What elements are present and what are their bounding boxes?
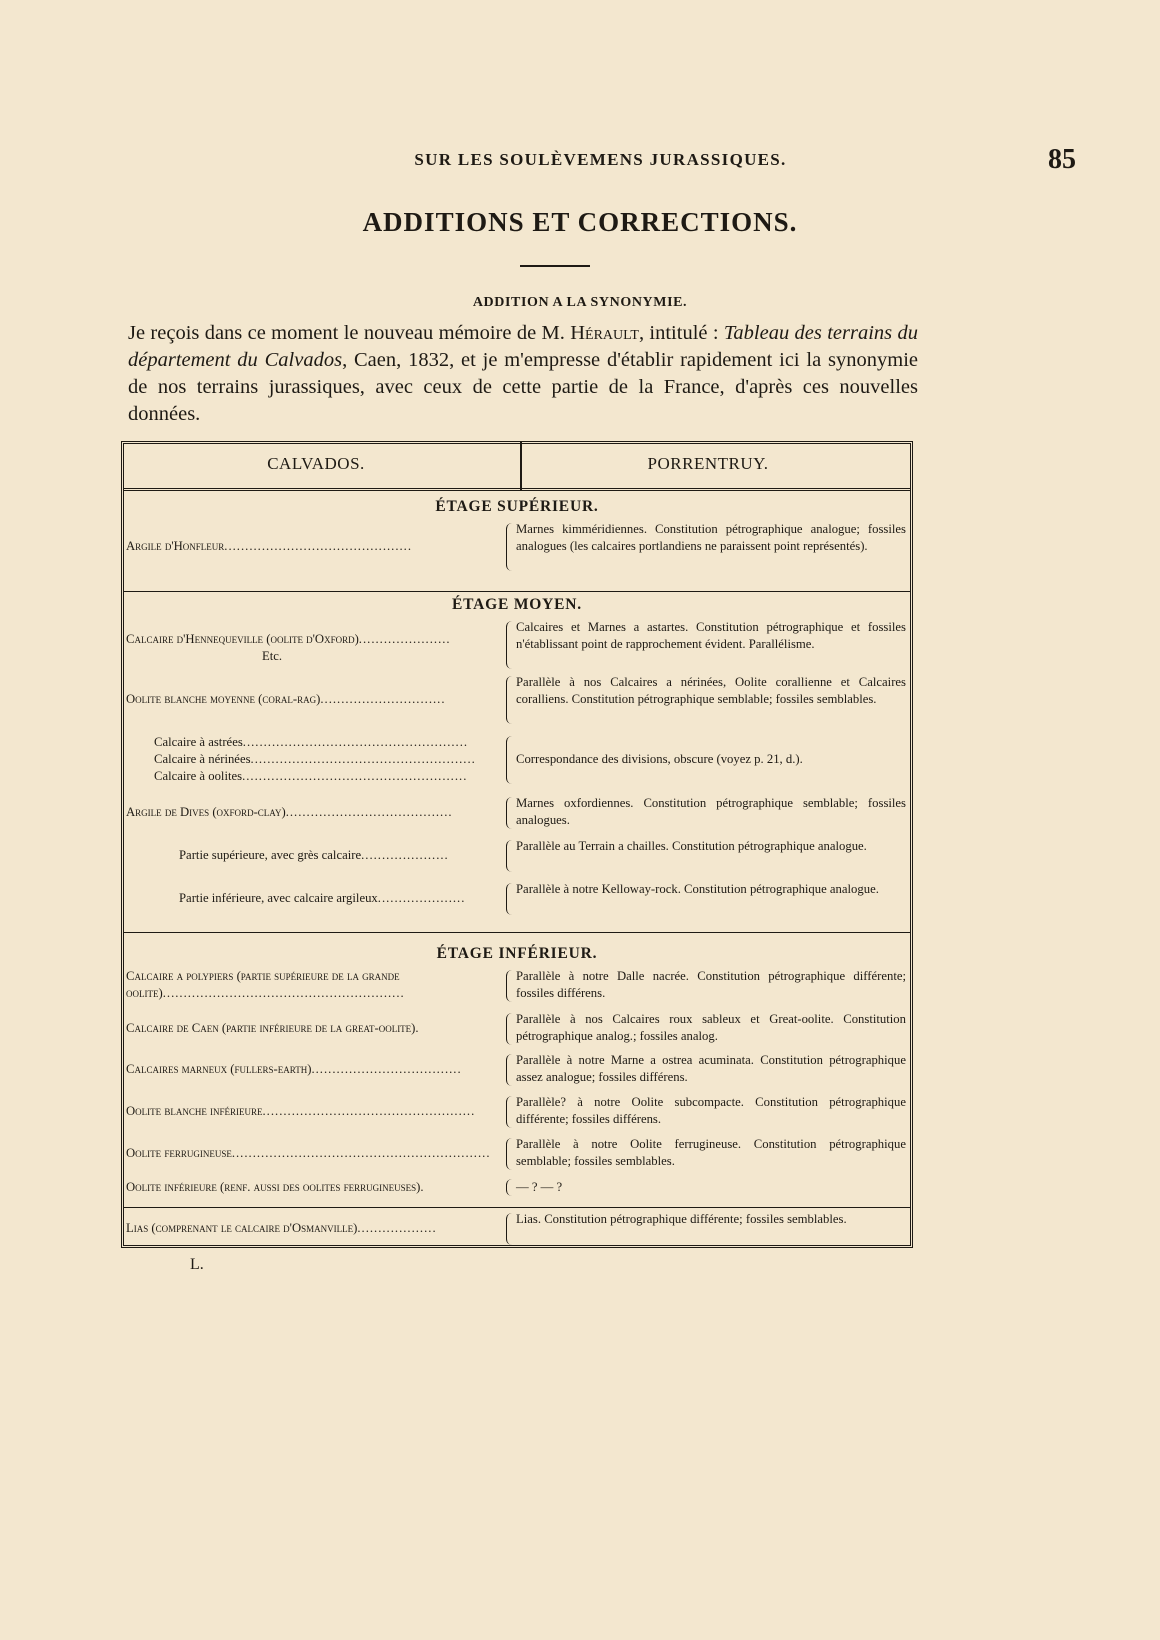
running-head [125,146,1076,174]
calvados-cell: Calcaire d'Hennequeville (oolite d'Oxford)...................... [126,632,451,646]
stage-title-superieur: ÉTAGE SUPÉRIEUR. [435,498,599,515]
running-title: SUR LES SOULÈVEMENS JURASSIQUES. [414,150,787,169]
porrentruy-cell: Parallèle à notre Oolite ferrugineuse. Constitution pétrographique semblable; fossiles semblables. [516,1137,906,1168]
calvados-cell: Calcaire de Caen (partie inférieure de la great-oolite). [126,1021,419,1035]
calvados-cell: Oolite inférieure (renf. aussi des oolites ferrugineuses). [126,1180,424,1194]
intro-text-3: , Caen, 1832, et je m'empresse d'établir rapidement ici la synonymie de nos terrains jurassiques, avec ceux de cette partie de la France, d'après ces nouvelles données. [128,349,919,425]
porrentruy-cell: Parallèle? à notre Oolite subcompacte. Constitution pétrographique différente; fossiles différens. [516,1095,906,1126]
intro-author: Hérault [570,322,639,344]
porrentruy-cell: Parallèle à nos Calcaires a nérinées, Oolite corallienne et Calcaires coralliens. Constitution pétrographique semblable; fossiles semblables. [516,675,906,706]
porrentruy-cell: Marnes kimméridiennes. Constitution pétrographique analogue; fossiles analogues (les calcaires portlandiens ne paraissent point représentés). [516,522,906,553]
stage-title-moyen: ÉTAGE MOYEN. [452,596,582,613]
calvados-cell-extra: Etc. [262,649,283,663]
table-header [124,444,910,491]
porrentruy-cell: Calcaires et Marnes a astartes. Constitution pétrographique et fossiles n'établissant point de rapprochement évident. Parallélisme. [516,620,906,651]
column-header-calvados: CALVADOS. [267,454,365,473]
porrentruy-cell: Parallèle à notre Kelloway-rock. Constitution pétrographique analogue. [516,882,879,896]
calvados-cell: Argile d'Honfleur............................................. [126,539,413,553]
porrentruy-cell: Parallèle à nos Calcaires roux sableux et Great-oolite. Constitution pétrographique analog.; fossiles analog. [516,1012,906,1043]
porrentruy-cell: Correspondance des divisions, obscure (voyez p. 21, d.). [516,752,803,766]
calvados-cell: Oolite ferrugineuse.............................................................. [126,1146,491,1160]
calvados-cell: Oolite blanche inférieure................................................... [126,1104,476,1118]
sub-title: ADDITION A LA SYNONYMIE. [472,295,688,310]
section-divider [124,932,910,933]
porrentruy-cell: Parallèle à notre Dalle nacrée. Constitution pétrographique différente; fossiles différens. [516,969,906,1000]
synonymy-table [121,441,913,1248]
calvados-cell: Calcaires marneux (fullers-earth).................................... [126,1062,462,1076]
signature: L. [190,1256,204,1273]
porrentruy-cell: Marnes oxfordiennes. Constitution pétrographique semblable; fossiles analogues. [516,796,906,827]
calvados-cell: Calcaire à nérinées...................................................... [154,752,476,766]
section-divider [124,1207,910,1208]
calvados-cell: Calcaire à oolites...................................................... [154,769,468,783]
section-divider [124,591,910,592]
calvados-cell: Partie inférieure, avec calcaire argileux..................... [179,891,466,905]
intro-text-1: Je reçois dans ce moment le nouveau mémoire de M. [128,322,571,344]
calvados-cell: Oolite blanche moyenne (coral-rag).............................. [126,692,446,706]
porrentruy-cell: Parallèle à notre Marne a ostrea acuminata. Constitution pétrographique assez analogue; fossiles différens. [516,1053,906,1084]
column-header-porrentruy: PORRENTRUY. [647,454,769,473]
porrentruy-cell: — ? — ? [516,1180,563,1194]
title-rule [520,265,590,267]
calvados-cell: Partie supérieure, avec grès calcaire..................... [179,848,449,862]
porrentruy-cell: Parallèle au Terrain a chailles. Constitution pétrographique analogue. [516,839,867,853]
intro-paragraph [128,320,918,428]
calvados-cell: Calcaire a polypiers (partie supérieure de la grande oolite).......................................................... [126,969,405,1000]
main-title: ADDITIONS ET CORRECTIONS. [362,207,798,237]
intro-text-2: , intitulé : [638,322,724,344]
porrentruy-cell: Lias. Constitution pétrographique différente; fossiles semblables. [516,1212,847,1226]
calvados-cell: Lias (comprenant le calcaire d'Osmanville)................... [126,1221,437,1235]
calvados-cell: Argile de Dives (oxford-clay)........................................ [126,805,453,819]
stage-title-inferieur: ÉTAGE INFÉRIEUR. [436,945,598,962]
page-number: 85 [1048,144,1076,175]
intro-italic-title: Tableau des terrains du département du Calvados [128,322,918,371]
calvados-cell: Calcaire à astrées...................................................... [154,735,469,749]
